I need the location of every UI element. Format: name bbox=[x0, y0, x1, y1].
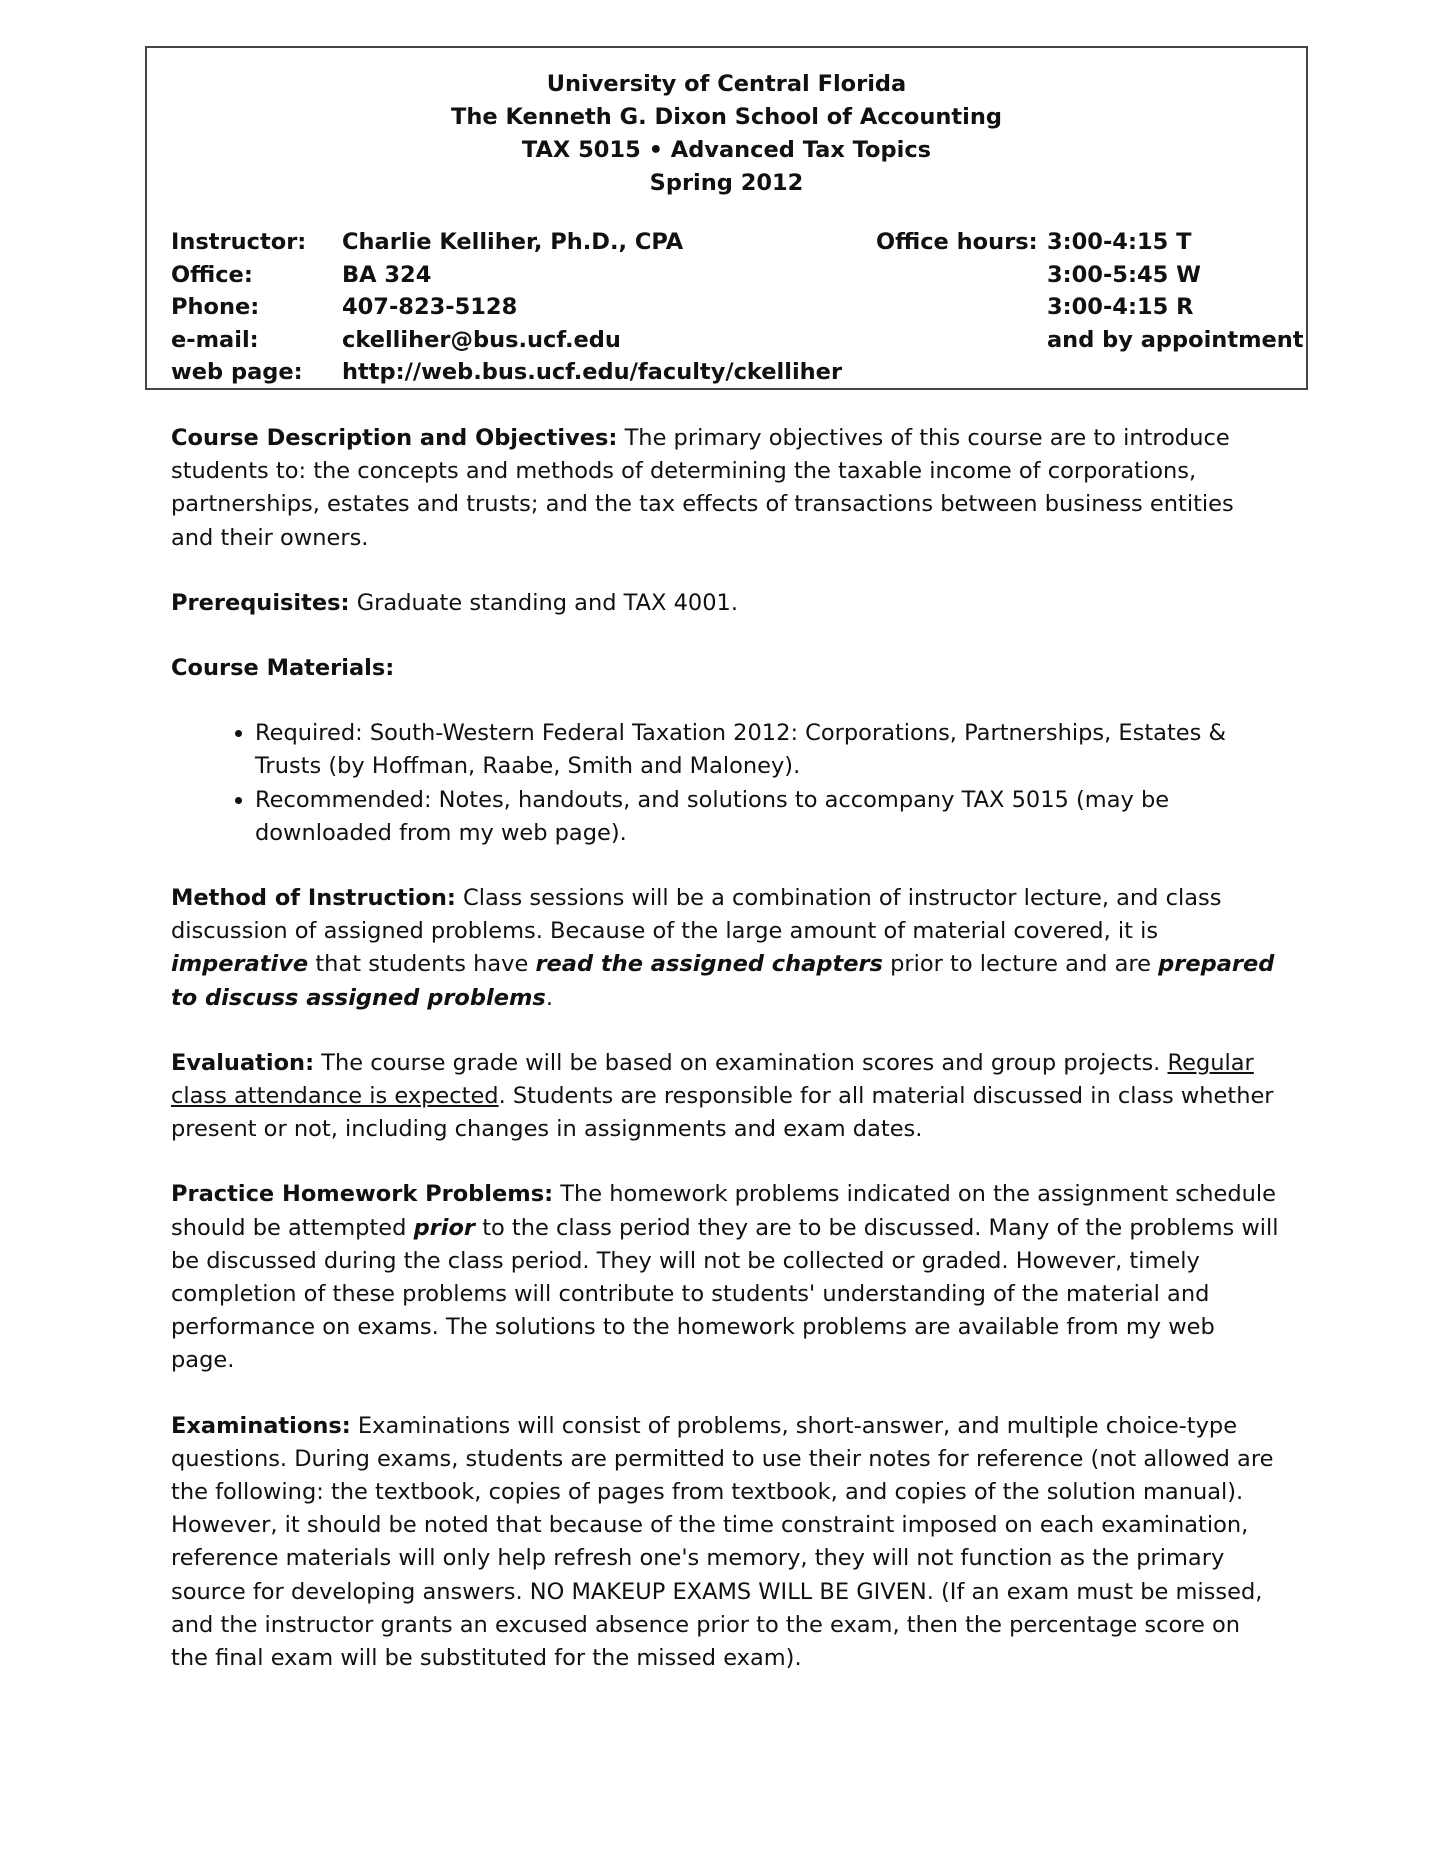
method-section bbox=[171, 882, 1281, 1015]
prereq-section bbox=[171, 587, 1281, 620]
web-label: web page: bbox=[171, 359, 303, 385]
email-address: ckelliher@bus.ucf.edu bbox=[342, 326, 621, 353]
homework-text-2: to the class period they are to be discussed. Many of the problems will be discussed during the class period. They will not be collected or graded. However, timely completion of these problems will contribute to students' understanding of the material and performance on exams. The solutions to the homework problems are available from my web page. bbox=[171, 1214, 1279, 1374]
list-item: • Recommended: Notes, handouts, and solutions to accompany TAX 5015 (may be downloaded from my web page). bbox=[255, 784, 1281, 850]
description-section bbox=[171, 422, 1281, 555]
phone-number: 407-823-5128 bbox=[342, 294, 518, 320]
list-item: • Required: South-Western Federal Taxation 2012: Corporations, Partnerships, Estates & Trusts (by Hoffman, Raabe, Smith and Maloney). bbox=[255, 717, 1281, 783]
course-title: TAX 5015 • Advanced Tax Topics bbox=[521, 137, 932, 163]
method-text-3: prior to lecture and are bbox=[890, 951, 1151, 978]
school-name: The Kenneth G. Dixon School of Accounting bbox=[451, 104, 1002, 130]
exams-text: Examinations will consist of problems, short-answer, and multiple choice-type questions. During exams, students are permitted to use their notes for reference (not allowed are the following: the textbook, copies of pages from textbook, and copies of the solution manual). However, it should be noted that because of the time constraint imposed on each examination, reference materials will only help refresh one's memory, they will not function as the primary source for developing answers. NO MAKEUP EXAMS WILL BE GIVEN. (If an exam must be missed, and the instructor grants an excused absence prior to the exam, then the percentage score on the final exam will be substituted for the missed exam). bbox=[171, 1412, 1274, 1672]
contact-row-instructor bbox=[171, 226, 1286, 259]
office-hours-4: and by appointment bbox=[1047, 326, 1304, 353]
office-hours-3: 3:00-4:15 R bbox=[1047, 294, 1194, 320]
phone-label: Phone: bbox=[171, 294, 260, 320]
method-emphasis-3: prepared to discuss assigned problems bbox=[171, 951, 1275, 1011]
office-room: BA 324 bbox=[342, 261, 432, 288]
title-block bbox=[147, 68, 1306, 200]
method-emphasis-1: imperative bbox=[171, 951, 309, 978]
method-label: Method of Instruction: bbox=[171, 885, 456, 912]
university-name: University of Central Florida bbox=[546, 71, 907, 97]
method-emphasis-2: read the assigned chapters bbox=[535, 951, 883, 978]
term: Spring 2012 bbox=[649, 170, 804, 196]
homework-emphasis: prior bbox=[413, 1214, 476, 1241]
contact-row-email bbox=[171, 324, 1304, 357]
prereq-text: Graduate standing and TAX 4001. bbox=[356, 589, 739, 616]
evaluation-section bbox=[171, 1047, 1281, 1147]
homework-label: Practice Homework Problems: bbox=[171, 1181, 554, 1208]
materials-list bbox=[171, 717, 1281, 850]
contact-row-phone bbox=[171, 291, 1286, 324]
exams-label: Examinations: bbox=[171, 1412, 351, 1439]
description-label: Course Description and Objectives: bbox=[171, 425, 618, 451]
syllabus-body bbox=[171, 422, 1281, 1707]
office-hours-1: 3:00-4:15 T bbox=[1047, 229, 1192, 255]
evaluation-text-2: . Students are responsible for all material discussed in class whether present or not, including changes in assignments and exam dates. bbox=[171, 1083, 1274, 1143]
prereq-label: Prerequisites: bbox=[171, 589, 350, 616]
contact-info bbox=[171, 226, 1304, 389]
email-label: e-mail: bbox=[171, 326, 259, 353]
syllabus-header bbox=[145, 46, 1308, 390]
method-text-2: that students have bbox=[315, 951, 529, 978]
description-text: The primary objectives of this course are to introduce students to: the concepts and methods of determining the taxable income of corporations, partnerships, estates and trusts; and the tax effects of transactions between business entities and their owners. bbox=[171, 425, 1234, 551]
method-text-4: . bbox=[545, 984, 553, 1011]
web-url: http://web.bus.ucf.edu/faculty/ckelliher bbox=[342, 359, 843, 385]
materials-section bbox=[171, 652, 1281, 850]
instructor-name: Charlie Kelliher, Ph.D., CPA bbox=[342, 229, 684, 255]
homework-text-1: The homework problems indicated on the assignment schedule should be attempted bbox=[171, 1181, 1277, 1241]
exams-section bbox=[171, 1410, 1281, 1676]
homework-section bbox=[171, 1178, 1281, 1377]
office-hours-2: 3:00-5:45 W bbox=[1047, 261, 1201, 288]
instructor-label: Instructor: bbox=[171, 229, 307, 255]
office-label: Office: bbox=[171, 261, 253, 288]
method-text-1: Class sessions will be a combination of instructor lecture, and class discussion of assigned problems. Because of the large amount of material covered, it is bbox=[171, 885, 1222, 945]
contact-row-web bbox=[171, 356, 1286, 389]
materials-label: Course Materials: bbox=[171, 655, 395, 682]
evaluation-label: Evaluation: bbox=[171, 1049, 315, 1076]
evaluation-text-1: The course grade will be based on examination scores and group projects. bbox=[321, 1049, 1161, 1076]
attendance-note: Regular class attendance is expected bbox=[171, 1049, 1254, 1110]
office-hours-label: Office hours: bbox=[876, 229, 1038, 255]
contact-row-office bbox=[171, 259, 1286, 292]
